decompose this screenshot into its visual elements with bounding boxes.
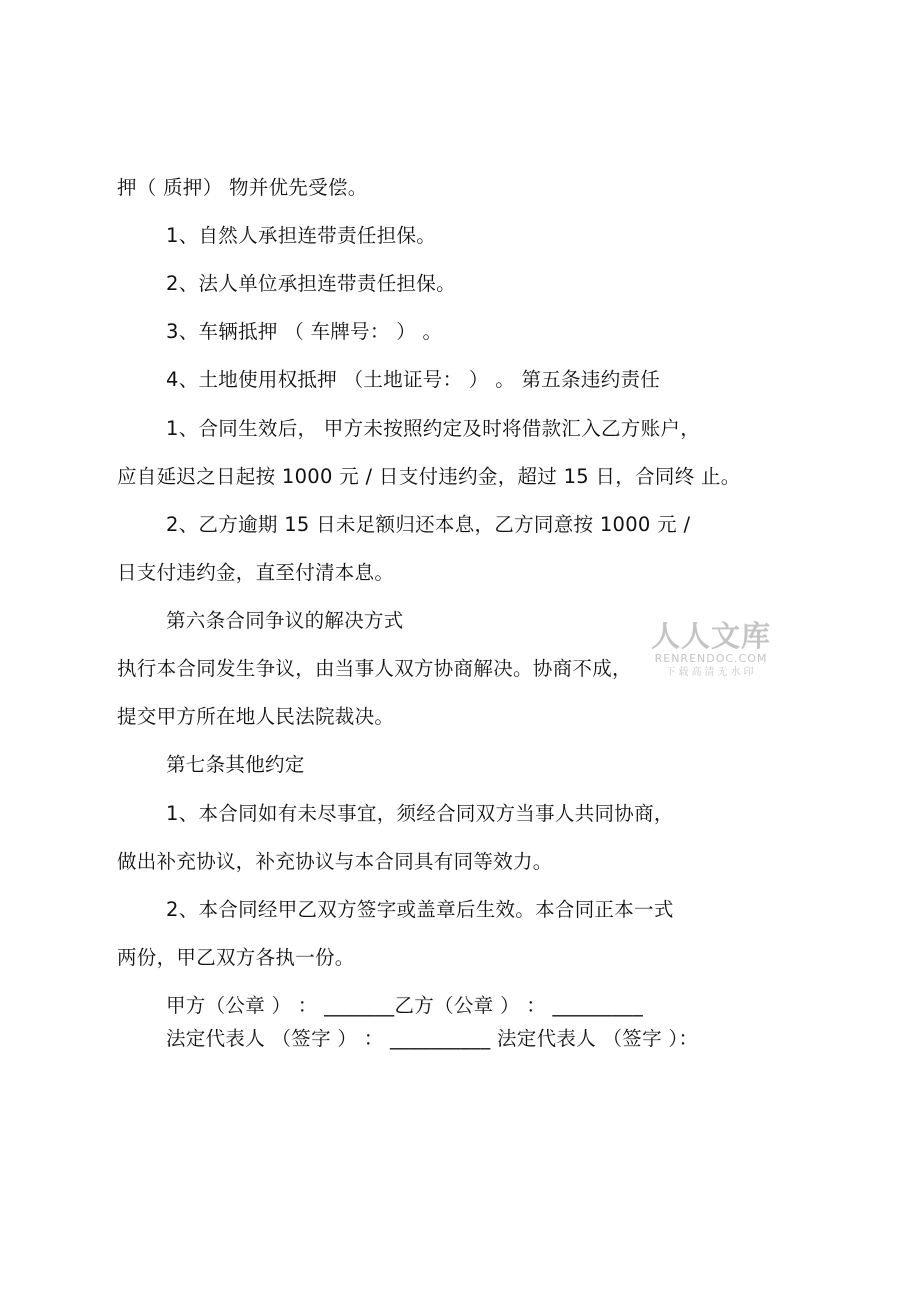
article-5-clause-1-cont: 应自延迟之日起按 1000 元 / 日支付违约金，超过 15 日，合同终 止。 bbox=[117, 465, 741, 488]
article-6-body: 执行本合同发生争议，由当事人双方协商解决。协商不成， bbox=[117, 657, 632, 680]
watermark bbox=[646, 620, 776, 680]
signature-line-representatives: 法定代表人 （签字 ） ： __________ 法定代表人 （签字 ）： bbox=[166, 1027, 699, 1050]
item-legal-entity-guarantee: 2、法人单位承担连带责任担保。 bbox=[166, 272, 456, 295]
article-7-clause-2: 2、本合同经甲乙双方签字或盖章后生效。本合同正本一式 bbox=[166, 898, 674, 921]
item-natural-person-guarantee: 1、自然人承担连带责任担保。 bbox=[166, 224, 437, 247]
item-land-mortgage-and-article-5: 4、土地使用权抵押 （土地证号： ） 。 第五条违约责任 bbox=[166, 368, 661, 391]
watermark-title: 人人文库 bbox=[650, 619, 771, 653]
article-5-clause-1: 1、合同生效后， 甲方未按照约定及时将借款汇入乙方账户， bbox=[166, 417, 701, 440]
watermark-subtitle: 下载高清无水印 bbox=[665, 667, 757, 678]
article-5-clause-2: 2、乙方逾期 15 日未足额归还本息，乙方同意按 1000 元 / bbox=[166, 513, 691, 536]
article-7-clause-2-cont: 两份，甲乙双方各执一份。 bbox=[117, 946, 355, 969]
item-vehicle-mortgage: 3、车辆抵押 （ 车牌号： ） 。 bbox=[166, 320, 443, 343]
signature-line-seals: 甲方（公章 ） ： _______乙方（公章 ） ： _________ bbox=[166, 994, 643, 1017]
article-7-clause-1-cont: 做出补充协议，补充协议与本合同具有同等效力。 bbox=[117, 850, 553, 873]
article-6-body-cont: 提交甲方所在地人民法院裁决。 bbox=[117, 705, 395, 728]
paragraph-pledge-priority: 押（ 质押） 物并优先受偿。 bbox=[117, 176, 368, 199]
article-7-clause-1: 1、本合同如有未尽事宜，须经合同双方当事人共同协商， bbox=[166, 802, 674, 825]
article-6-heading: 第六条合同争议的解决方式 bbox=[166, 609, 404, 632]
watermark-url: RENRENDOC.COM bbox=[654, 652, 768, 665]
article-5-clause-2-cont: 日支付违约金，直至付清本息。 bbox=[117, 561, 395, 584]
article-7-heading: 第七条其他约定 bbox=[166, 753, 305, 776]
